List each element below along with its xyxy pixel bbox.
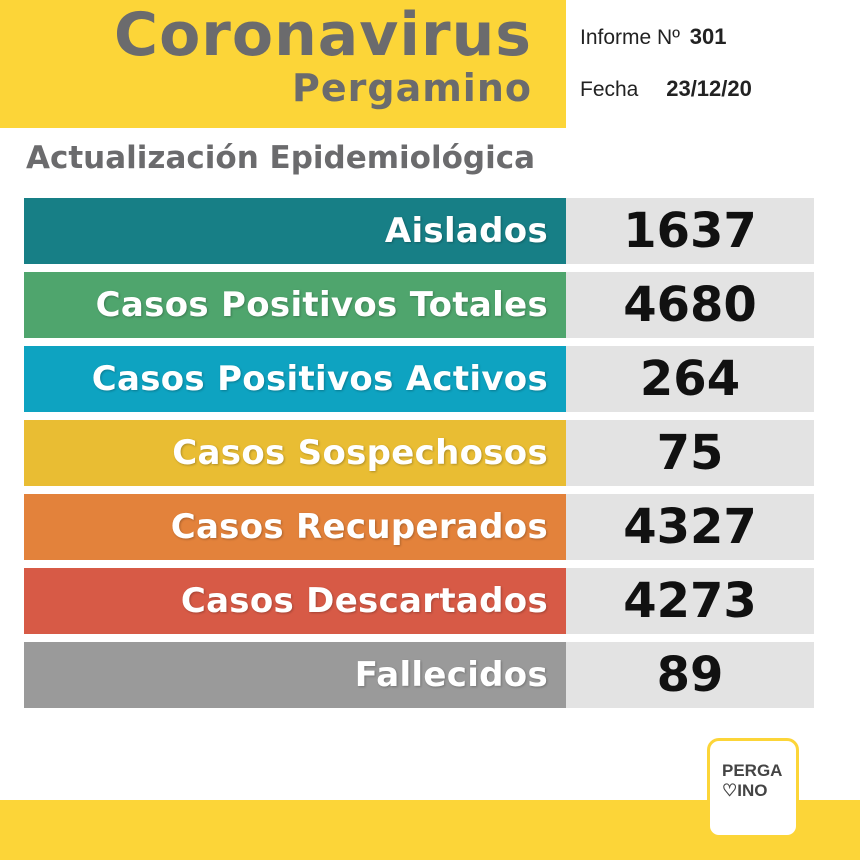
report-number-line (580, 22, 752, 52)
section-heading: Actualización Epidemiológica (26, 140, 536, 176)
stat-row-aislados (24, 198, 814, 264)
stat-value: 4327 (566, 494, 814, 560)
page-title: Coronavirus (114, 0, 532, 70)
report-date: 23/12/20 (666, 76, 752, 101)
stats-table (24, 198, 814, 716)
report-info (580, 22, 752, 104)
stat-label: Casos Descartados (24, 568, 566, 634)
stat-label: Casos Positivos Activos (24, 346, 566, 412)
stat-value: 264 (566, 346, 814, 412)
stat-row-descartados (24, 568, 814, 634)
stat-row-recuperados (24, 494, 814, 560)
stat-label: Aislados (24, 198, 566, 264)
stat-label: Casos Sospechosos (24, 420, 566, 486)
stat-value: 4273 (566, 568, 814, 634)
report-date-line (580, 74, 752, 104)
logo-line-1: PERGA (722, 761, 783, 780)
stat-row-fallecidos (24, 642, 814, 708)
report-number: 301 (689, 24, 727, 49)
stat-value: 89 (566, 642, 814, 708)
pergamino-logo (707, 738, 799, 838)
stat-value: 4680 (566, 272, 814, 338)
stat-row-sospechosos (24, 420, 814, 486)
stat-label: Casos Positivos Totales (24, 272, 566, 338)
stat-label: Fallecidos (24, 642, 566, 708)
city-subtitle: Pergamino (292, 66, 532, 110)
stat-row-positivos-totales (24, 272, 814, 338)
stat-row-positivos-activos (24, 346, 814, 412)
logo-text (722, 761, 782, 801)
stat-value: 1637 (566, 198, 814, 264)
stat-value: 75 (566, 420, 814, 486)
stat-label: Casos Recuperados (24, 494, 566, 560)
report-number-label: Informe Nº (580, 26, 680, 49)
report-date-label: Fecha (580, 78, 639, 101)
logo-line-2: ♡INO (722, 781, 768, 800)
